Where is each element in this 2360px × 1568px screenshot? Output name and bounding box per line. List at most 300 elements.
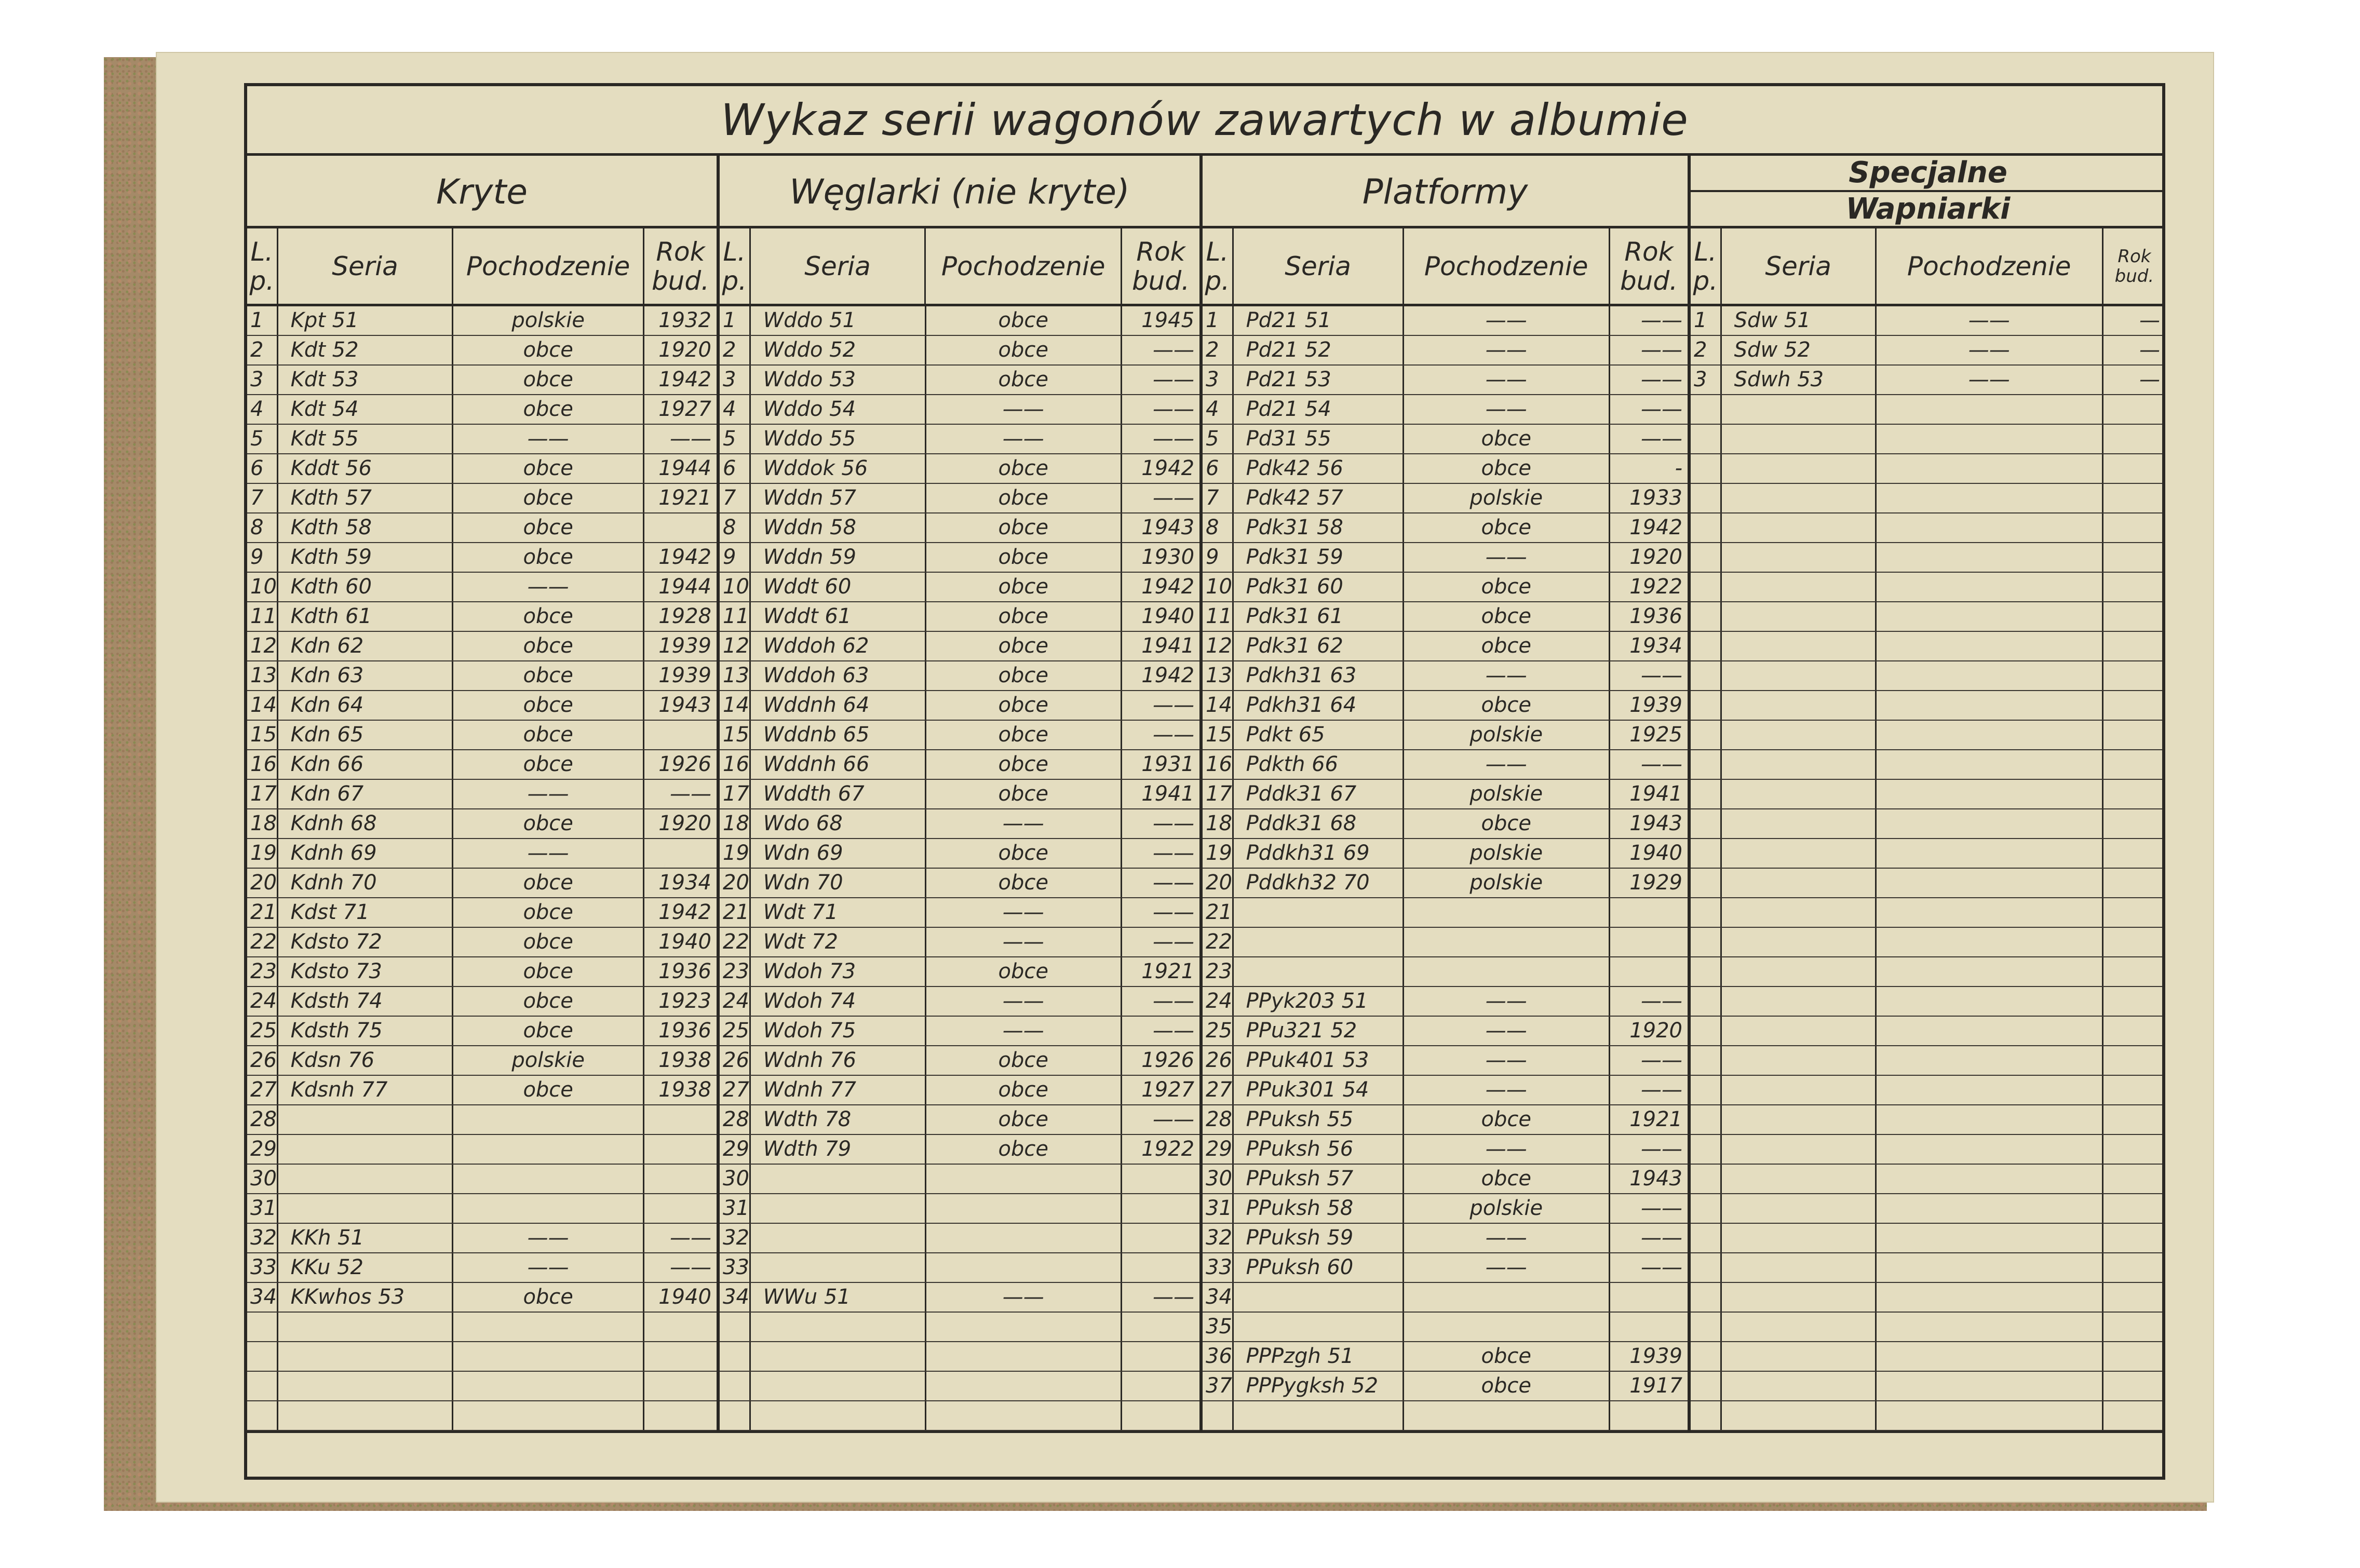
rok-cell: —— bbox=[1641, 338, 1682, 362]
seria-cell bbox=[1722, 395, 1877, 424]
seria-cell: Wdo 68 bbox=[751, 809, 926, 838]
pochodzenie-header: Pochodzenie bbox=[453, 228, 644, 304]
pochodzenie-cell bbox=[926, 1372, 1122, 1400]
pochodzenie-cell bbox=[1404, 1401, 1610, 1430]
column-header bbox=[720, 228, 1199, 306]
seria-cell: Wdnh 76 bbox=[751, 1046, 926, 1075]
lp-cell: 32 bbox=[720, 1224, 751, 1252]
pochodzenie-cell bbox=[453, 1342, 644, 1371]
pochodzenie-cell: —— bbox=[926, 928, 1122, 956]
table-row bbox=[247, 750, 717, 780]
seria-cell bbox=[1722, 1253, 1877, 1282]
table-row bbox=[1203, 1076, 1688, 1105]
table-row bbox=[1691, 573, 2165, 602]
rok-cell bbox=[2103, 573, 2165, 601]
pochodzenie-cell: obce bbox=[1404, 632, 1610, 660]
seria-cell bbox=[1722, 661, 1877, 690]
rok-cell bbox=[644, 513, 717, 542]
lp-cell bbox=[1691, 1165, 1722, 1193]
seria-cell: KKh 51 bbox=[278, 1224, 454, 1252]
lp-cell: 29 bbox=[247, 1135, 278, 1164]
pochodzenie-header: Pochodzenie bbox=[926, 228, 1122, 304]
seria-cell bbox=[278, 1401, 454, 1430]
seria-cell bbox=[278, 1313, 454, 1341]
table-row bbox=[247, 306, 717, 336]
lp-cell: 22 bbox=[1203, 928, 1234, 956]
rok-cell bbox=[2103, 632, 2165, 660]
seria-cell bbox=[1722, 1313, 1877, 1341]
rok-cell: 1942 bbox=[658, 545, 711, 569]
pochodzenie-cell: obce bbox=[926, 306, 1122, 335]
seria-cell: Wddnh 64 bbox=[751, 691, 926, 720]
group-rows bbox=[720, 306, 1199, 1431]
table-row bbox=[247, 454, 717, 484]
seria-cell bbox=[1722, 513, 1877, 542]
rok-cell: 1932 bbox=[658, 308, 711, 332]
seria-cell bbox=[1722, 1165, 1877, 1193]
rok-cell: 1920 bbox=[658, 338, 711, 362]
pochodzenie-cell bbox=[1877, 425, 2103, 453]
rok-cell: 1923 bbox=[658, 989, 711, 1013]
pochodzenie-cell: obce bbox=[453, 484, 644, 512]
pochodzenie-cell: obce bbox=[1404, 1105, 1610, 1134]
table-row bbox=[1691, 809, 2165, 839]
lp-cell bbox=[720, 1401, 751, 1430]
lp-cell bbox=[1691, 869, 1722, 897]
seria-cell: PPuk301 54 bbox=[1234, 1076, 1404, 1104]
seria-cell: Wdn 70 bbox=[751, 869, 926, 897]
pochodzenie-cell bbox=[1877, 1401, 2103, 1430]
seria-cell bbox=[1722, 602, 1877, 631]
table-row bbox=[720, 484, 1199, 513]
seria-cell: PPuk401 53 bbox=[1234, 1046, 1404, 1075]
table-row bbox=[1203, 780, 1688, 809]
pochodzenie-cell: obce bbox=[1404, 691, 1610, 720]
rok-cell: —— bbox=[1641, 1255, 1682, 1279]
lp-cell bbox=[1691, 809, 1722, 838]
pochodzenie-cell: polskie bbox=[1404, 839, 1610, 868]
rok-cell bbox=[1122, 1165, 1199, 1193]
rok-cell: —— bbox=[1153, 338, 1195, 362]
table-row bbox=[720, 750, 1199, 780]
pochodzenie-cell bbox=[1877, 513, 2103, 542]
column-header bbox=[1203, 228, 1688, 306]
seria-cell bbox=[1722, 809, 1877, 838]
lp-cell: 24 bbox=[247, 987, 278, 1016]
pochodzenie-cell bbox=[1404, 898, 1610, 927]
pochodzenie-cell bbox=[1877, 632, 2103, 660]
pochodzenie-cell: —— bbox=[1404, 1135, 1610, 1164]
table-row bbox=[1203, 602, 1688, 632]
pochodzenie-cell: obce bbox=[453, 513, 644, 542]
rok-cell: —— bbox=[1641, 308, 1682, 332]
lp-cell bbox=[1691, 1401, 1722, 1430]
table-row bbox=[1203, 869, 1688, 898]
pochodzenie-cell: —— bbox=[1404, 1046, 1610, 1075]
rok-cell bbox=[2103, 1342, 2165, 1371]
rok-cell bbox=[1122, 1194, 1199, 1223]
pochodzenie-cell: —— bbox=[1877, 336, 2103, 364]
lp-cell: 18 bbox=[720, 809, 751, 838]
lp-cell: 7 bbox=[247, 484, 278, 512]
lp-cell: 4 bbox=[247, 395, 278, 424]
table-row bbox=[720, 366, 1199, 395]
table-row bbox=[1203, 1372, 1688, 1401]
rok-cell: 1940 bbox=[1141, 604, 1195, 628]
table-border-right bbox=[2162, 83, 2165, 1480]
lp-cell bbox=[1691, 513, 1722, 542]
pochodzenie-cell: obce bbox=[926, 366, 1122, 394]
table-row bbox=[1203, 1017, 1688, 1046]
pochodzenie-cell: —— bbox=[926, 395, 1122, 424]
table-row bbox=[247, 632, 717, 661]
pochodzenie-cell bbox=[1877, 780, 2103, 808]
seria-cell: PPuksh 55 bbox=[1234, 1105, 1404, 1134]
pochodzenie-cell bbox=[1877, 602, 2103, 631]
rok-cell bbox=[1122, 1224, 1199, 1252]
rok-cell bbox=[1610, 928, 1688, 956]
seria-cell bbox=[1722, 573, 1877, 601]
lp-cell bbox=[1691, 1105, 1722, 1134]
seria-cell bbox=[1722, 839, 1877, 868]
lp-cell: 23 bbox=[720, 957, 751, 986]
pochodzenie-cell: obce bbox=[1404, 1165, 1610, 1193]
table-row bbox=[247, 1342, 717, 1372]
rok-cell: —— bbox=[1153, 1285, 1195, 1309]
seria-cell bbox=[1722, 780, 1877, 808]
lp-cell: 32 bbox=[1203, 1224, 1234, 1252]
seria-cell bbox=[1722, 957, 1877, 986]
rok-cell bbox=[2103, 987, 2165, 1016]
table-row bbox=[720, 1076, 1199, 1105]
lp-cell bbox=[1691, 1076, 1722, 1104]
rok-cell: 1922 bbox=[1629, 575, 1682, 599]
lp-cell bbox=[1691, 1313, 1722, 1341]
rok-cell: 1933 bbox=[1629, 486, 1682, 510]
seria-cell bbox=[1234, 1401, 1404, 1430]
seria-cell: Kdth 59 bbox=[278, 543, 454, 572]
lp-cell: 12 bbox=[1203, 632, 1234, 660]
pochodzenie-cell: obce bbox=[926, 454, 1122, 483]
seria-cell bbox=[1722, 1283, 1877, 1312]
rok-cell bbox=[2103, 898, 2165, 927]
seria-cell bbox=[751, 1253, 926, 1282]
rok-cell: 1940 bbox=[658, 930, 711, 954]
pochodzenie-cell bbox=[1404, 1313, 1610, 1341]
rok-cell: 1936 bbox=[1629, 604, 1682, 628]
pochodzenie-cell bbox=[1877, 1105, 2103, 1134]
pochodzenie-cell: obce bbox=[1404, 1372, 1610, 1400]
rok-cell: 1926 bbox=[658, 752, 711, 776]
rok-cell: —— bbox=[1641, 1048, 1682, 1072]
table-row bbox=[1691, 454, 2165, 484]
seria-cell: PPuksh 58 bbox=[1234, 1194, 1404, 1223]
rok-cell: 1934 bbox=[1629, 634, 1682, 658]
table-row bbox=[1691, 543, 2165, 573]
pochodzenie-cell: polskie bbox=[1404, 1194, 1610, 1223]
lp-cell bbox=[1691, 780, 1722, 808]
table-row bbox=[247, 661, 717, 691]
group-platformy bbox=[1199, 156, 1688, 1433]
lp-cell: 9 bbox=[720, 543, 751, 572]
lp-cell: 8 bbox=[720, 513, 751, 542]
pochodzenie-cell bbox=[926, 1253, 1122, 1282]
pochodzenie-cell bbox=[1877, 869, 2103, 897]
seria-cell: KKu 52 bbox=[278, 1253, 454, 1282]
seria-cell: Wdt 71 bbox=[751, 898, 926, 927]
pochodzenie-cell: obce bbox=[926, 632, 1122, 660]
seria-cell: Wddt 61 bbox=[751, 602, 926, 631]
seria-cell: PPPzgh 51 bbox=[1234, 1342, 1404, 1371]
seria-cell: Wdt 72 bbox=[751, 928, 926, 956]
lp-cell: 15 bbox=[1203, 721, 1234, 749]
lp-cell: 21 bbox=[720, 898, 751, 927]
lp-cell bbox=[1691, 425, 1722, 453]
lp-cell bbox=[1691, 839, 1722, 868]
pochodzenie-cell: —— bbox=[1404, 661, 1610, 690]
pochodzenie-cell: obce bbox=[1404, 513, 1610, 542]
rok-cell bbox=[2103, 1224, 2165, 1252]
rok-cell: 1938 bbox=[658, 1078, 711, 1102]
lp-cell bbox=[1691, 661, 1722, 690]
table-row bbox=[247, 1313, 717, 1342]
seria-cell: Kdnh 70 bbox=[278, 869, 454, 897]
lp-cell: 1 bbox=[1691, 306, 1722, 335]
seria-cell: Kdsth 74 bbox=[278, 987, 454, 1016]
pochodzenie-cell: polskie bbox=[453, 1046, 644, 1075]
table-row bbox=[720, 306, 1199, 336]
table-row bbox=[1203, 691, 1688, 721]
seria-cell bbox=[1234, 898, 1404, 927]
rok-cell bbox=[2103, 721, 2165, 749]
seria-cell: Wddn 57 bbox=[751, 484, 926, 512]
rok-cell bbox=[1122, 1342, 1199, 1371]
rok-cell: 1941 bbox=[1141, 782, 1195, 806]
pochodzenie-cell: obce bbox=[926, 661, 1122, 690]
table-row bbox=[720, 809, 1199, 839]
pochodzenie-cell bbox=[453, 1105, 644, 1134]
lp-cell bbox=[1691, 484, 1722, 512]
rok-cell: —— bbox=[1641, 368, 1682, 391]
table-row bbox=[1203, 573, 1688, 602]
lp-cell bbox=[1691, 1372, 1722, 1400]
seria-cell: Kdt 55 bbox=[278, 425, 454, 453]
lp-cell: 20 bbox=[720, 869, 751, 897]
seria-cell: Pd31 55 bbox=[1234, 425, 1404, 453]
table-row bbox=[1691, 1253, 2165, 1283]
table-row bbox=[247, 957, 717, 987]
lp-cell: 21 bbox=[247, 898, 278, 927]
rok-cell: — bbox=[2139, 368, 2161, 391]
table-row bbox=[1691, 513, 2165, 543]
table-row bbox=[247, 721, 717, 750]
seria-cell: Kdsn 76 bbox=[278, 1046, 454, 1075]
rok-cell bbox=[2103, 780, 2165, 808]
lp-cell: 32 bbox=[247, 1224, 278, 1252]
lp-cell: 24 bbox=[1203, 987, 1234, 1016]
table-row bbox=[1691, 395, 2165, 425]
pochodzenie-cell: obce bbox=[926, 1135, 1122, 1164]
pochodzenie-cell: obce bbox=[453, 809, 644, 838]
seria-cell: Kdth 57 bbox=[278, 484, 454, 512]
seria-cell: Kdn 65 bbox=[278, 721, 454, 749]
seria-cell: Pdk42 56 bbox=[1234, 454, 1404, 483]
rok-header: Rok bud. bbox=[2114, 246, 2154, 287]
table-row bbox=[1203, 839, 1688, 869]
lp-cell: 18 bbox=[1203, 809, 1234, 838]
pochodzenie-cell: —— bbox=[1404, 1253, 1610, 1282]
pochodzenie-cell: obce bbox=[453, 454, 644, 483]
pochodzenie-cell bbox=[926, 1342, 1122, 1371]
rok-cell bbox=[2103, 957, 2165, 986]
rok-cell: 1944 bbox=[658, 575, 711, 599]
lp-cell: 13 bbox=[247, 661, 278, 690]
rok-cell bbox=[2103, 1194, 2165, 1223]
pochodzenie-cell: polskie bbox=[453, 306, 644, 335]
table-row bbox=[1203, 543, 1688, 573]
table-row bbox=[720, 721, 1199, 750]
rok-cell: 1942 bbox=[1629, 516, 1682, 539]
lp-cell: 34 bbox=[247, 1283, 278, 1312]
pochodzenie-cell bbox=[1877, 454, 2103, 483]
pochodzenie-cell: —— bbox=[453, 1224, 644, 1252]
table-row bbox=[247, 543, 717, 573]
pochodzenie-cell: obce bbox=[926, 543, 1122, 572]
lp-cell: 26 bbox=[720, 1046, 751, 1075]
seria-cell: Pddkh32 70 bbox=[1234, 869, 1404, 897]
seria-cell: Wddt 60 bbox=[751, 573, 926, 601]
table-row bbox=[1691, 928, 2165, 957]
rok-cell: — bbox=[2139, 338, 2161, 362]
pochodzenie-cell: obce bbox=[1404, 1342, 1610, 1371]
table-row bbox=[1203, 1283, 1688, 1313]
table-row bbox=[1203, 1342, 1688, 1372]
rok-cell: —— bbox=[1153, 368, 1195, 391]
lp-cell: 15 bbox=[247, 721, 278, 749]
table-row bbox=[720, 691, 1199, 721]
lp-cell bbox=[1691, 1017, 1722, 1045]
rok-cell: 1920 bbox=[658, 812, 711, 835]
table-row bbox=[1203, 809, 1688, 839]
table-row bbox=[720, 1283, 1199, 1313]
seria-cell bbox=[1722, 1076, 1877, 1104]
lp-cell: 10 bbox=[1203, 573, 1234, 601]
rok-cell bbox=[1122, 1401, 1199, 1430]
lp-cell: 1 bbox=[1203, 306, 1234, 335]
table-row bbox=[1691, 1372, 2165, 1401]
rok-cell bbox=[2103, 839, 2165, 868]
lp-cell: 12 bbox=[720, 632, 751, 660]
table-row bbox=[1203, 1224, 1688, 1253]
seria-cell bbox=[1722, 750, 1877, 779]
seria-cell: Wddo 53 bbox=[751, 366, 926, 394]
rok-cell bbox=[2103, 602, 2165, 631]
seria-cell bbox=[1722, 1342, 1877, 1371]
lp-cell: 12 bbox=[247, 632, 278, 660]
pochodzenie-cell bbox=[1877, 1253, 2103, 1282]
rok-cell bbox=[1610, 1401, 1688, 1430]
pochodzenie-cell bbox=[1877, 839, 2103, 868]
seria-cell: Wddn 59 bbox=[751, 543, 926, 572]
rok-cell bbox=[2103, 1046, 2165, 1075]
table-row bbox=[720, 336, 1199, 366]
table-row bbox=[247, 898, 717, 928]
lp-cell bbox=[1691, 1253, 1722, 1282]
seria-cell: Kdn 63 bbox=[278, 661, 454, 690]
seria-cell: Kdth 58 bbox=[278, 513, 454, 542]
rok-cell: 1930 bbox=[1141, 545, 1195, 569]
table-row bbox=[1203, 306, 1688, 336]
seria-cell: Wddo 51 bbox=[751, 306, 926, 335]
rok-cell: — bbox=[2139, 308, 2161, 332]
lp-cell bbox=[1691, 750, 1722, 779]
pochodzenie-cell bbox=[1877, 1372, 2103, 1400]
pochodzenie-cell: —— bbox=[1404, 336, 1610, 364]
rok-cell bbox=[2103, 869, 2165, 897]
lp-cell: 29 bbox=[1203, 1135, 1234, 1164]
seria-cell: Kdst 71 bbox=[278, 898, 454, 927]
pochodzenie-cell: obce bbox=[926, 602, 1122, 631]
pochodzenie-cell bbox=[1877, 484, 2103, 512]
table-row bbox=[720, 839, 1199, 869]
seria-cell: Kdnh 69 bbox=[278, 839, 454, 868]
seria-cell: Kdn 66 bbox=[278, 750, 454, 779]
rok-cell bbox=[644, 1105, 717, 1134]
seria-cell: Sdw 51 bbox=[1722, 306, 1877, 335]
lp-cell: 3 bbox=[720, 366, 751, 394]
table-row bbox=[1203, 366, 1688, 395]
table-row bbox=[720, 1342, 1199, 1372]
pochodzenie-cell: obce bbox=[1404, 573, 1610, 601]
rok-cell: —— bbox=[1153, 397, 1195, 421]
pochodzenie-cell bbox=[453, 1401, 644, 1430]
lp-cell: 13 bbox=[720, 661, 751, 690]
seria-cell bbox=[1722, 632, 1877, 660]
pochodzenie-cell bbox=[1877, 928, 2103, 956]
seria-cell bbox=[1722, 721, 1877, 749]
pochodzenie-cell bbox=[453, 1165, 644, 1193]
rok-cell: —— bbox=[1153, 427, 1195, 451]
rok-cell: —— bbox=[669, 1255, 711, 1279]
rok-cell: 1945 bbox=[1141, 308, 1195, 332]
seria-cell: Wddoh 63 bbox=[751, 661, 926, 690]
table-row bbox=[1203, 1253, 1688, 1283]
rok-cell: 1943 bbox=[1629, 812, 1682, 835]
lp-cell: 22 bbox=[247, 928, 278, 956]
seria-cell bbox=[1722, 1194, 1877, 1223]
seria-cell: Kpt 51 bbox=[278, 306, 454, 335]
seria-cell: Pdk31 62 bbox=[1234, 632, 1404, 660]
seria-cell bbox=[751, 1165, 926, 1193]
lp-cell: 37 bbox=[1203, 1372, 1234, 1400]
rok-cell: 1943 bbox=[1141, 516, 1195, 539]
seria-cell: Pd21 51 bbox=[1234, 306, 1404, 335]
seria-cell: Wddo 54 bbox=[751, 395, 926, 424]
table-row bbox=[247, 839, 717, 869]
rok-cell: —— bbox=[1153, 1019, 1195, 1043]
pochodzenie-cell: obce bbox=[926, 780, 1122, 808]
lp-cell: 27 bbox=[720, 1076, 751, 1104]
pochodzenie-cell: obce bbox=[453, 750, 644, 779]
pochodzenie-cell: obce bbox=[453, 957, 644, 986]
pochodzenie-cell: obce bbox=[926, 1076, 1122, 1104]
table-row bbox=[720, 395, 1199, 425]
table-row bbox=[1691, 661, 2165, 691]
rok-header: Rok bud. bbox=[651, 236, 709, 296]
lp-cell bbox=[247, 1313, 278, 1341]
lp-cell: 2 bbox=[1691, 336, 1722, 364]
table-row bbox=[247, 1076, 717, 1105]
